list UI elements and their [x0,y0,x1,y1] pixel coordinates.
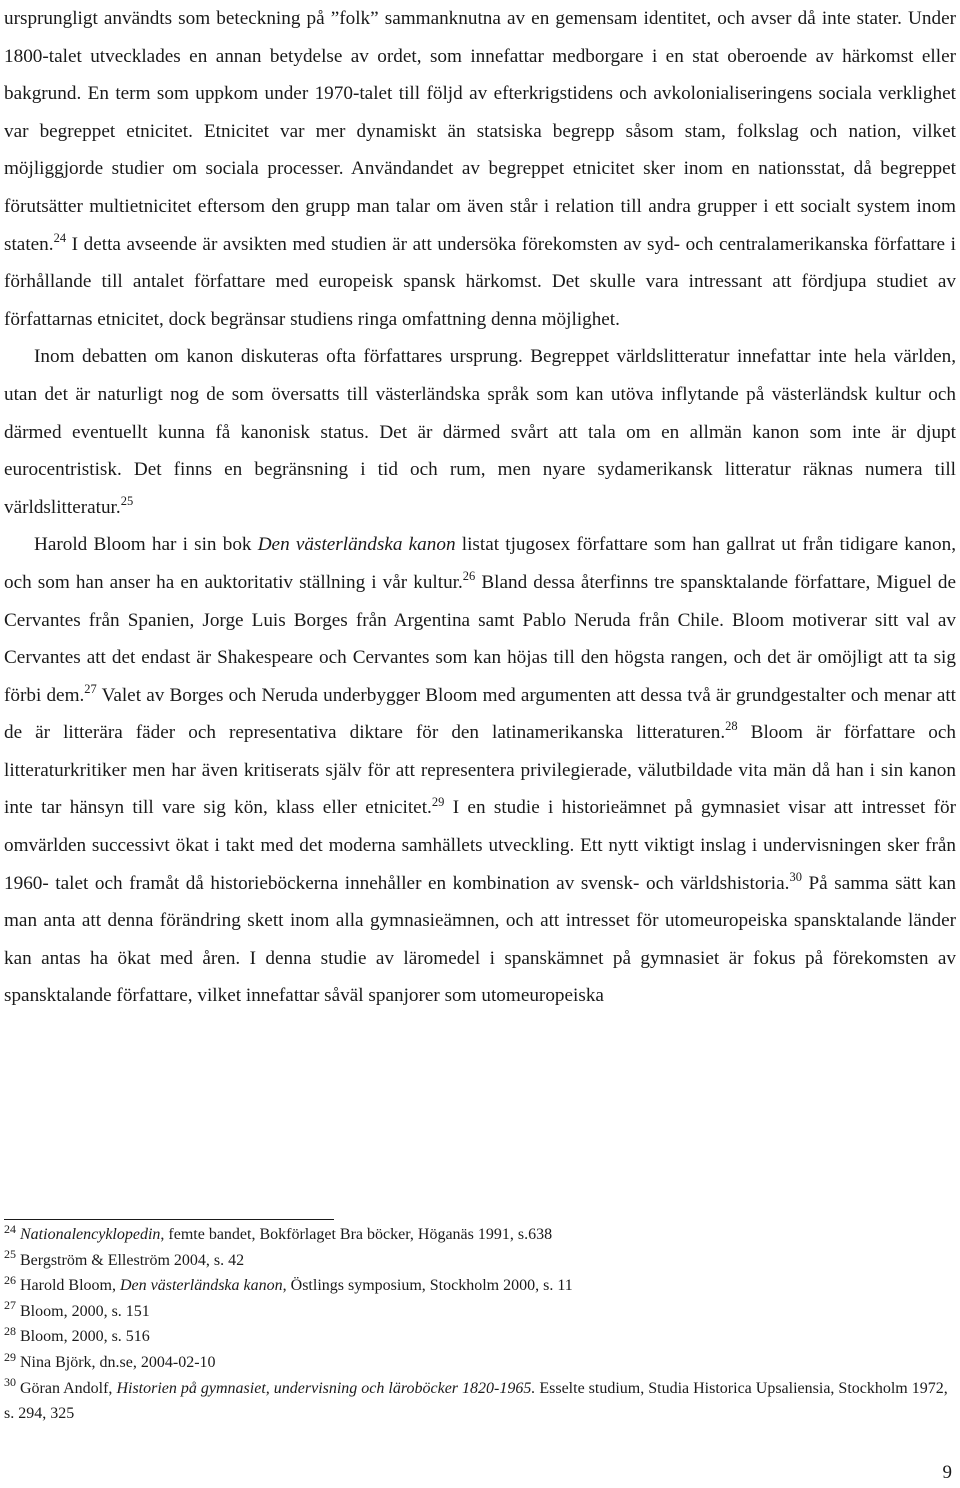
footnote-26: $^{26}$ Harold Bloom, Den västerländska kanon, Östlings symposium, Stockholm 2000, s. 11 [4,1272,573,1295]
footnote-ref[interactable]: 29 [431,794,445,809]
footnote-divider [4,1219,334,1220]
footnote-25: $^{25}$ Bergström & Elleström 2004, s. 42 [4,1247,245,1269]
footnote-ref[interactable]: 24 [53,230,67,245]
footnotes [4,1222,956,1427]
book-title: Den västerländska kanon [257,534,456,556]
paragraph: ursprungligt användts som beteckning på ”folk” sammanknutna av en gemensam identitet, och avser då inte stater. Under 1800-talet utvecklades en annan betydelse av ordet, som innefattar medborgare i en stat oberoende av härkomst eller bakgrund. En term som uppkom under 1970-talet till följd av efterkrigstidens och avkolonialiseringens sociala verklighet var begreppet etnicitet. Etnicitet var mer dynamiskt än statsiska begrepp såsom stam, folkslag och nation, vilket möjliggjorde studier om sociala processer. Användandet av begreppet etnicitet sker inom en nationsstat, då begreppet förutsätter multietnicitet eftersom den grupp man talar om även står i relation till andra grupper i ett socialt system inom staten.$^{24}$ I detta avseende är avsikten med studien är att undersöka förekomsten av syd- och centralamerikanska författare i förhållande till antalet författare med europeisk spansk härkomst. Det skulle vara intressant att fördjupa studiet av författarnas etnicitet, dock begränsar studiens ringa omfattning denna möjlighet. [4,8,956,330]
paragraph: Harold Bloom har i sin bok Den västerländska kanon listat tjugosex författare som han gallrat ut från tidigare kanon, och som han anser ha en auktoritativ ställning i vår kultur.$^{26}$ Bland dessa återfinns tre spansktalande författare, Miguel de Cervantes från Spanien, Jorge Luis Borges från Argentina samt Pablo Neruda från Chile. Bloom motiverar sitt val av Cervantes att det endast är Shakespeare och Cervantes som kan höjas till den högsta rangen, och det är omöjligt att ta sig förbi dem.$^{27}$ Valet av Borges och Neruda underbygger Bloom med argumenten att dessa två är grundgestalter och menar att de är litterära fäder och representativa diktare för den latinamerikanska litteraturen.$^{28}$ Bloom är författare och litteraturkritiker men har även kritiserats själv för att representera privilegierade, välutbildade vita män då han i sin kanon inte tar hänsyn till vare sig kön, klass eller etnicitet.$^{29}$ I en studie i historieämnet på gymnasiet visar att intresset för omvärlden successivt ökat i takt med det moderna samhällets utveckling. Ett nytt viktigt inslag i undervisningen sker från 1960- talet och framåt då historieböckerna innehåller en kombination av svensk- och världshistoria.$^{30}$ På samma sätt kan man anta att denna förändring skett inom alla gymnasieämnen, och att intresset för utomeuropeiska spansktalande länder kan antas ha ökat med åren. I denna studie av läromedel i spanskämnet på gymnasiet är fokus på förekomsten av spansktalande författare, vilket innefattar såväl spanjorer som utomeuropeiska [4,534,957,1007]
footnote-28: $^{28}$ Bloom, 2000, s. 516 [4,1324,150,1346]
footnote-ref[interactable]: 30 [789,869,802,884]
footnote-ref[interactable]: 28 [725,719,738,734]
body-text [4,0,956,1015]
paragraph: Inom debatten om kanon diskuteras ofta författares ursprung. Begreppet världslitteratur innefattar inte hela världen, utan det är naturligt nog de som översatts till västerländska språk som kan utöva inflytande på västerländsk kultur och därmed eventuellt kunna få kanonisk status. Det är därmed svårt att tala om en allmän kanon som inte är djupt eurocentristisk. Det finns en begränsning i tid och rum, men nyare sydamerikansk litteratur räknas numera till världslitteratur.$^{25}$ [4,346,956,518]
footnote-24: $^{24}$ Nationalencyklopedin, femte bandet, Bokförlaget Bra böcker, Höganäs 1991, s.638 [4,1221,553,1243]
footnote-ref[interactable]: 25 [120,493,134,508]
footnote-ref[interactable]: 27 [84,681,97,696]
footnote-30: $^{30}$ Göran Andolf, Historien på gymnasiet, undervisning och läroböcker 1820-1965. Esselte studium, Studia Historica Upsaliensia, Stockholm 1972, s. 294, 325 [4,1375,948,1423]
footnote-ref[interactable]: 26 [462,569,476,584]
page-number: 9 [942,1462,952,1483]
footnote-27: $^{27}$ Bloom, 2000, s. 151 [4,1298,150,1320]
footnote-29: $^{29}$ Nina Björk, dn.se, 2004-02-10 [4,1349,216,1371]
